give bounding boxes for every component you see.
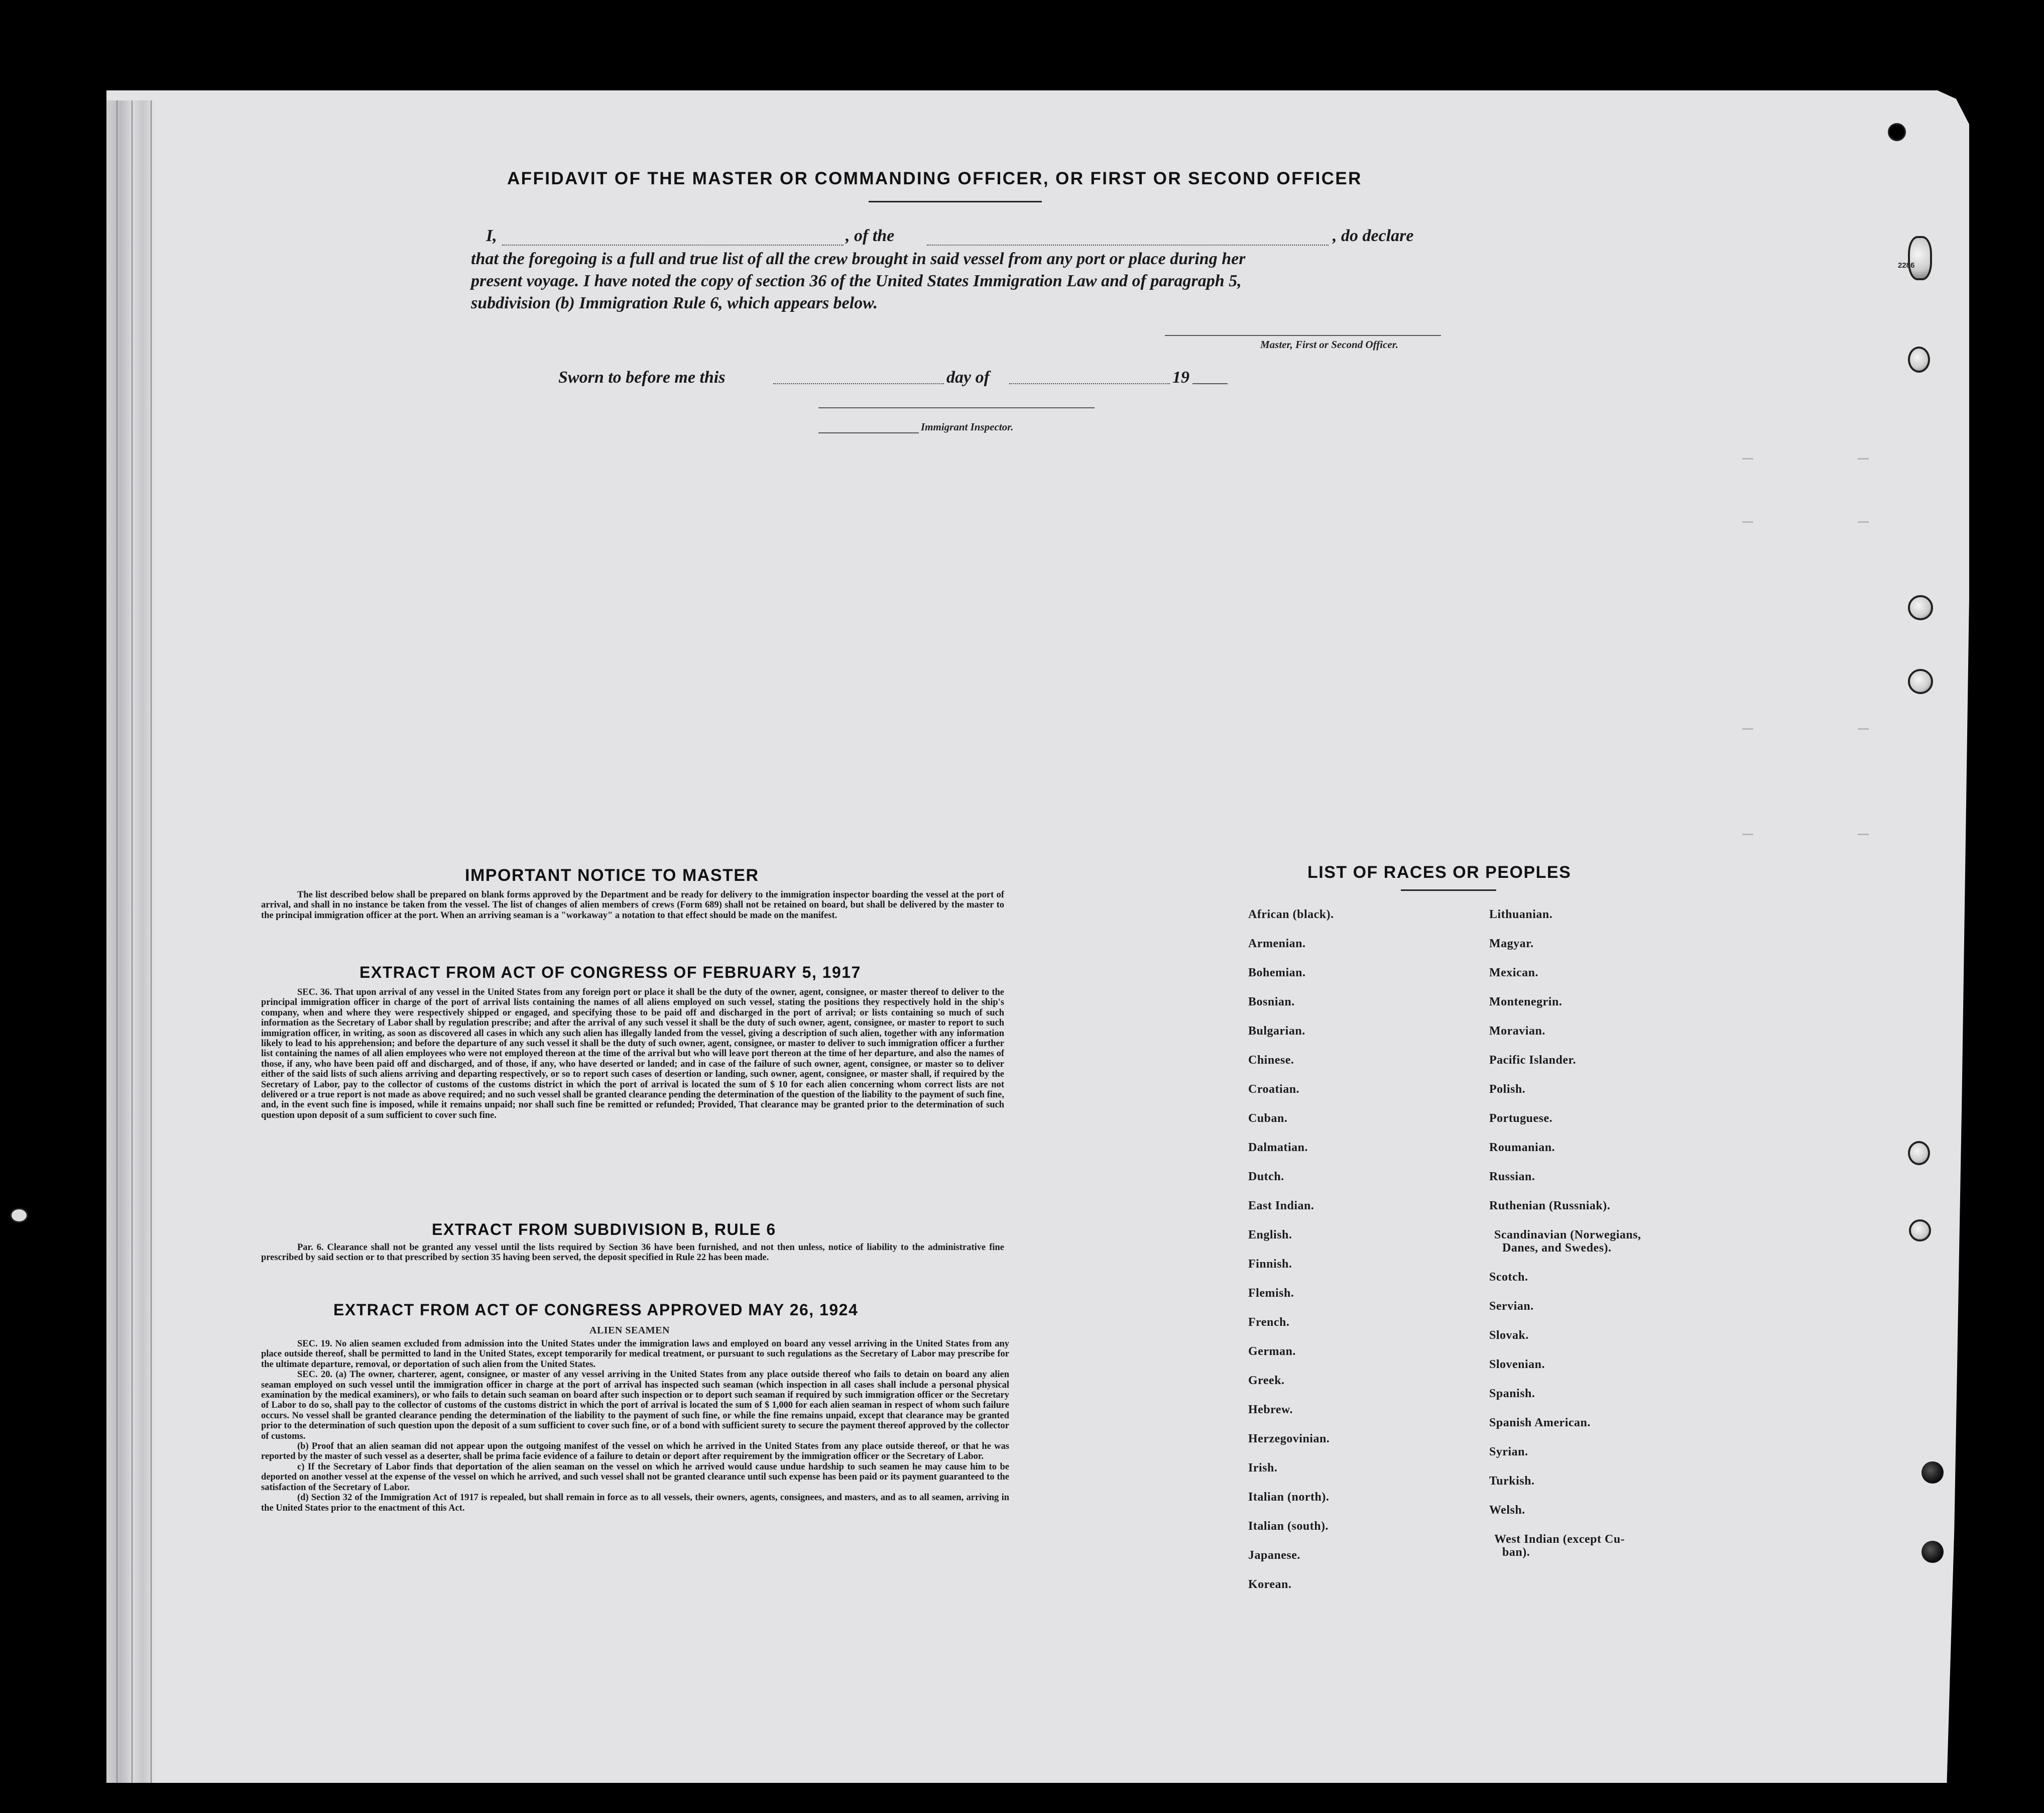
race-item: Portuguese. bbox=[1489, 1112, 1553, 1125]
binder-hole bbox=[1909, 1219, 1931, 1241]
race-item: Japanese. bbox=[1248, 1549, 1300, 1562]
affidavit-line2: that the foregoing is a full and true list of all the crew brought in said vessel from any port or place during her bbox=[471, 250, 1246, 268]
master-signature-label: Master, First or Second Officer. bbox=[1260, 338, 1398, 351]
race-item: Herzegovinian. bbox=[1248, 1432, 1330, 1445]
sworn-year-blank[interactable] bbox=[1192, 383, 1228, 384]
race-item: English. bbox=[1248, 1228, 1292, 1241]
race-item: Scandinavian (Norwegians, bbox=[1494, 1228, 1641, 1241]
section-20d-paragraph: (d) Section 32 of the Immigration Act of 1917 is repealed, but shall remain in force as to all vessels, their owners, agents, consignees, and masters, and as to all seamen, arriving in the United States prior to the enactment of this Act. bbox=[261, 1493, 1009, 1513]
race-item: Armenian. bbox=[1248, 937, 1306, 950]
paragraph-6: Par. 6. Clearance shall not be granted any vessel until the lists required by Section 36 have been furnished, and not then unless, notice of liability to the administrative fine prescribed by said section or to that prescribed by section 35 having been served, the deposit specified in Rule 22 has been made. bbox=[261, 1242, 1004, 1263]
race-item: East Indian. bbox=[1248, 1199, 1314, 1212]
race-item: ban). bbox=[1502, 1546, 1530, 1559]
race-item: Slovenian. bbox=[1489, 1358, 1545, 1371]
race-item: Montenegrin. bbox=[1489, 995, 1562, 1008]
race-item: Hebrew. bbox=[1248, 1403, 1293, 1416]
affidavit-line3: present voyage. I have noted the copy of section 36 of the United States Immigration Law and of paragraph 5, bbox=[471, 272, 1242, 290]
form-tick bbox=[1742, 521, 1753, 523]
rule6-title: EXTRACT FROM SUBDIVISION B, RULE 6 bbox=[432, 1220, 776, 1238]
form-tick bbox=[1858, 728, 1869, 730]
extract-1917-title: EXTRACT FROM ACT OF CONGRESS OF FEBRUARY 5, 1917 bbox=[359, 963, 861, 981]
binding-line bbox=[132, 100, 133, 1783]
form-tick bbox=[1858, 521, 1869, 523]
sworn-year-prefix: 19 bbox=[1172, 368, 1189, 387]
race-item: Croatian. bbox=[1248, 1083, 1300, 1096]
extract-1924-title: EXTRACT FROM ACT OF CONGRESS APPROVED MAY 26, 1924 bbox=[333, 1301, 859, 1319]
race-item: Italian (south). bbox=[1248, 1520, 1329, 1533]
race-item: Dutch. bbox=[1248, 1170, 1284, 1183]
notice-text bbox=[261, 890, 1004, 921]
race-item: Syrian. bbox=[1489, 1445, 1528, 1458]
race-item: Polish. bbox=[1489, 1083, 1526, 1096]
binder-hole bbox=[1921, 1461, 1944, 1484]
race-item: Magyar. bbox=[1489, 937, 1534, 950]
binder-hole bbox=[1908, 669, 1933, 694]
document-page bbox=[106, 90, 1969, 1783]
page-binding-edge bbox=[106, 100, 154, 1783]
race-item: Finnish. bbox=[1248, 1258, 1292, 1271]
binder-hole bbox=[1908, 595, 1933, 620]
rule6-text bbox=[261, 1242, 1004, 1263]
section-20c-paragraph: c) If the Secretary of Labor finds that deportation of the alien seaman on the vessel on which he arrived would cause undue hardship to such seamen he may cause him to be deported on another vessel at the expense of the vessel on which he arrived, and such vessel shall not be granted clearance until such expense has been paid or its payment guaranteed to the satisfaction of the Secretary of Labor. bbox=[261, 1461, 1009, 1493]
sworn-day-blank[interactable] bbox=[773, 383, 944, 384]
race-item: Chinese. bbox=[1248, 1054, 1294, 1067]
race-item: Spanish. bbox=[1489, 1387, 1535, 1400]
race-item: Ruthenian (Russniak). bbox=[1489, 1199, 1611, 1212]
notice-paragraph: The list described below shall be prepared on blank forms approved by the Department and be ready for delivery to the immigration inspector boarding the vessel at the port of arrival, and shall in no instance be taken from the vessel. The list of changes of alien members of crews (Form 689) shall not be retained on board, but shall be delivered by the master to the principal immigration officer at the port. When an arriving seaman is a "workaway" a notation to that effect should be made on the manifest. bbox=[261, 890, 1004, 921]
notice-title: IMPORTANT NOTICE TO MASTER bbox=[465, 866, 759, 885]
form-tick bbox=[1742, 458, 1753, 460]
form-tick bbox=[1858, 458, 1869, 460]
binding-line bbox=[116, 100, 117, 1783]
sworn-month-blank[interactable] bbox=[1009, 383, 1170, 384]
race-item: German. bbox=[1248, 1345, 1296, 1358]
sworn-text: Sworn to before me this bbox=[558, 368, 726, 387]
form-tick bbox=[1858, 834, 1869, 835]
affidavit-line1-start: I, bbox=[486, 226, 497, 245]
race-item: African (black). bbox=[1248, 908, 1334, 921]
binding-line bbox=[151, 100, 152, 1783]
binder-hole bbox=[1908, 347, 1930, 373]
inspector-label: Immigrant Inspector. bbox=[921, 421, 1014, 433]
vessel-blank[interactable] bbox=[927, 244, 1329, 246]
race-item: Slovak. bbox=[1489, 1329, 1529, 1342]
race-item: Bosnian. bbox=[1248, 995, 1295, 1008]
races-title-underline bbox=[1401, 889, 1496, 891]
race-item: Turkish. bbox=[1489, 1475, 1535, 1488]
stamp-number: 2286 bbox=[1898, 261, 1915, 270]
extract-1924-text bbox=[261, 1339, 1009, 1513]
race-item: Cuban. bbox=[1248, 1112, 1288, 1125]
race-item: Irish. bbox=[1248, 1461, 1278, 1475]
affidavit-line1-mid: , of the bbox=[846, 226, 895, 245]
form-tick bbox=[1742, 834, 1753, 835]
races-left-column bbox=[1248, 908, 1334, 1607]
title-underline bbox=[869, 201, 1042, 202]
inspector-signature-line[interactable] bbox=[818, 407, 1095, 408]
race-item: Bulgarian. bbox=[1248, 1025, 1305, 1038]
binder-hole bbox=[1908, 236, 1932, 280]
paper-fleck bbox=[10, 1208, 28, 1223]
races-right-column bbox=[1489, 908, 1641, 1575]
section-20a-paragraph: SEC. 20. (a) The owner, charterer, agent, consignee, or master of any vessel arriving in the United States from any place outside thereof who fails to detain on board any alien seaman employed on such vessel until the immigration officer in charge at the port of arrival has inspected such seaman (which inspection in all cases shall include a personal physical examination by the medical examiners), or who fails to detain such seaman on board after such inspection or to deport such seaman if required by such immigration officer or the Secretary of Labor to do so, shall pay to the collector of customs of the customs district in which the port of arrival is located the sum of $ 1,000 for each alien seaman in respect of whom such failure occurs. No vessel shall be granted clearance pending the determination of the liability to the payment of such fine, or while the fine remains unpaid, except that clearance may be granted prior to the determination of such question upon the deposit of a sum sufficient to cover such fine, or of a bond with sufficient surety to secure the payment thereof approved by the collector of customs. bbox=[261, 1370, 1009, 1441]
race-item: Pacific Islander. bbox=[1489, 1054, 1576, 1067]
binder-hole bbox=[1908, 1141, 1930, 1165]
race-item: Servian. bbox=[1489, 1300, 1534, 1313]
race-item: Mexican. bbox=[1489, 966, 1538, 979]
race-item: Welsh. bbox=[1489, 1504, 1525, 1517]
race-item: Dalmatian. bbox=[1248, 1141, 1308, 1154]
section-36-paragraph: SEC. 36. That upon arrival of any vessel in the United States from any foreign port or place it shall be the duty of the owner, agent, consignee, or master thereof to deliver to the principal immigration officer in charge of the port of arrival lists containing the names of all aliens employed on such vessel, stating the positions they respectively hold in the ship's company, when and where they were respectively shipped or engaged, and specifying those to be paid off and discharged in the port of arrival; or lists containing so much of such information as the Secretary of Labor shall by regulation prescribe; and after the arrival of any such vessel it shall be the duty of such owner, agent, consignee, or master to report to such immigration officer, in writing, as soon as discovered all cases in which any such alien has illegally landed from the vessel, giving a description of such alien, together with any information likely to lead to his apprehension; and before the departure of any such vessel it shall be the duty of such owner, agent, consignee, or master to deliver to such immigration officer a further list containing the names of all alien employees who were not employed thereon at the time of the arrival but who will leave port thereon at the time of her departure, and also the names of those, if any, who have been paid off and discharged, and of those, if any, who have deserted or landed; and in case of the failure of such owner, agent, consignee, or master so to deliver either of the said lists of such aliens arriving and departing respectively, or so to report such cases of desertion or landing, such owner, agent, consignee, or master shall, if required by the Secretary of Labor, pay to the collector of customs of the customs district in which the port of arrival is located the sum of $ 10 for each alien concerning whom correct lists are not delivered or a true report is not made as above required; and no such vessel shall be granted clearance pending the determination of the question of the liability to the payment of such fine, and, in the event such fine is imposed, while it remains unpaid; nor shall such fine be remitted or refunded; Provided, That clearance may be granted prior to the determination of such question upon deposit of a sum sufficient to cover such fine. bbox=[261, 987, 1004, 1120]
affidavit-line4: subdivision (b) Immigration Rule 6, which appears below. bbox=[471, 294, 878, 312]
affidavit-title: AFFIDAVIT OF THE MASTER OR COMMANDING OFFICER, OR FIRST OR SECOND OFFICER bbox=[507, 169, 1362, 188]
race-item: Flemish. bbox=[1248, 1287, 1294, 1300]
master-signature-line[interactable] bbox=[1165, 334, 1441, 336]
section-19-paragraph: SEC. 19. No alien seamen excluded from admission into the United States under the immigration laws and employed on board any vessel arriving in the United States from any place outside thereof, shall be permitted to land in the United States, except temporarily for medical treatment, or pursuant to such regulations as the Secretary of Labor may prescribe for the ultimate departure, removal, or deportation of such alien from the United States. bbox=[261, 1339, 1009, 1370]
extract-1917-text bbox=[261, 987, 1004, 1120]
binder-hole bbox=[1888, 123, 1906, 141]
race-item: Roumanian. bbox=[1489, 1141, 1555, 1154]
affidavit-line1-end: , do declare bbox=[1333, 226, 1414, 245]
inspector-name-line[interactable] bbox=[818, 432, 919, 433]
alien-seamen-subtitle: ALIEN SEAMEN bbox=[589, 1325, 670, 1336]
race-item: Moravian. bbox=[1489, 1025, 1545, 1038]
race-item: Greek. bbox=[1248, 1374, 1285, 1387]
race-item: Russian. bbox=[1489, 1170, 1535, 1183]
race-item: Danes, and Swedes). bbox=[1502, 1241, 1612, 1255]
race-item: Spanish American. bbox=[1489, 1416, 1591, 1429]
races-title: LIST OF RACES OR PEOPLES bbox=[1307, 863, 1572, 882]
race-item: French. bbox=[1248, 1316, 1290, 1329]
binder-hole bbox=[1921, 1541, 1944, 1563]
race-item: Italian (north). bbox=[1248, 1491, 1330, 1504]
form-tick bbox=[1742, 728, 1753, 730]
section-20b-paragraph: (b) Proof that an alien seaman did not appear upon the outgoing manifest of the vessel on which he arrived in the United States from any place outside thereof, or that he was reported by the master of such vessel as a deserter, shall be prima facie evidence of a failure to detain or deport after requirement by the immigration officer or the Secretary of Labor. bbox=[261, 1441, 1009, 1462]
sworn-day-label: day of bbox=[946, 368, 990, 387]
race-item: Bohemian. bbox=[1248, 966, 1306, 979]
race-item: Korean. bbox=[1248, 1578, 1292, 1591]
race-item: West Indian (except Cu- bbox=[1494, 1533, 1625, 1546]
name-blank[interactable] bbox=[502, 244, 844, 246]
race-item: Scotch. bbox=[1489, 1271, 1528, 1284]
race-item: Lithuanian. bbox=[1489, 908, 1553, 921]
